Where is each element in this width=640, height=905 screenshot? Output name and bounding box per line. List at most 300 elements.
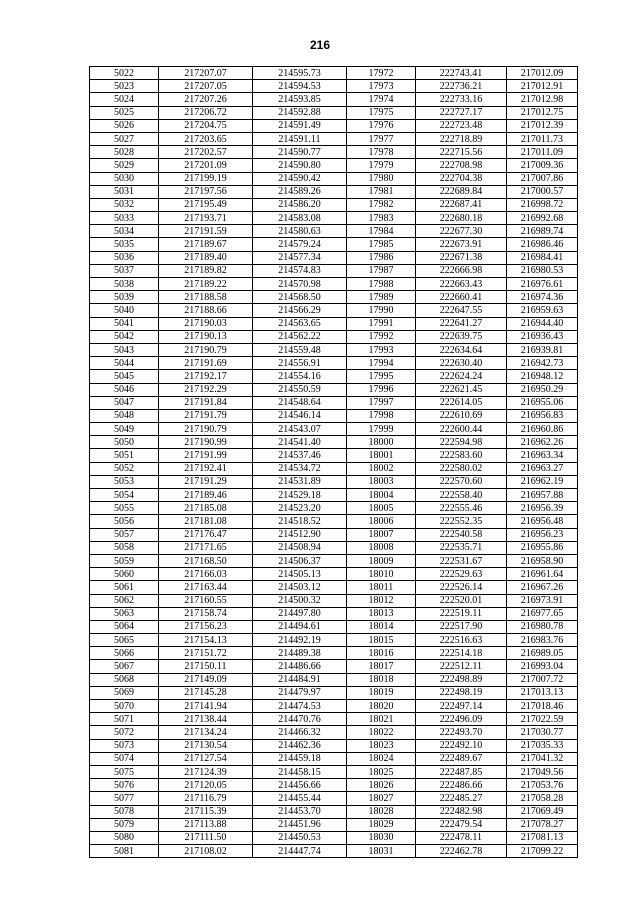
cell-y-coordinate-b: 216936.43 (507, 330, 578, 343)
cell-x-coordinate-b: 222540.58 (416, 528, 507, 541)
cell-x-coordinate-b: 222718.89 (416, 132, 507, 145)
cell-x-coordinate-b: 222570.60 (416, 475, 507, 488)
table-row (90, 383, 578, 396)
table-row (90, 212, 578, 225)
cell-y-coordinate-b: 217041.32 (507, 752, 578, 765)
cell-y-coordinate-b: 216992.68 (507, 212, 578, 225)
table-row (90, 225, 578, 238)
cell-point-number-a: 5066 (90, 647, 159, 660)
cell-y-coordinate-b: 216959.63 (507, 304, 578, 317)
cell-point-number-b: 17990 (347, 304, 416, 317)
cell-x-coordinate-b: 222723.48 (416, 119, 507, 132)
cell-y-coordinate-a: 214447.74 (253, 845, 347, 858)
table-row (90, 581, 578, 594)
table-row (90, 713, 578, 726)
table-row (90, 805, 578, 818)
cell-y-coordinate-b: 217012.91 (507, 80, 578, 93)
cell-y-coordinate-a: 214562.22 (253, 330, 347, 343)
cell-point-number-b: 17980 (347, 172, 416, 185)
cell-point-number-a: 5060 (90, 568, 159, 581)
cell-y-coordinate-b: 216973.91 (507, 594, 578, 607)
cell-point-number-a: 5042 (90, 330, 159, 343)
table-row (90, 779, 578, 792)
cell-point-number-b: 17983 (347, 212, 416, 225)
cell-point-number-a: 5036 (90, 251, 159, 264)
cell-x-coordinate-b: 222535.71 (416, 541, 507, 554)
cell-point-number-b: 17977 (347, 132, 416, 145)
cell-y-coordinate-a: 214586.20 (253, 198, 347, 211)
cell-point-number-a: 5041 (90, 317, 159, 330)
table-row (90, 673, 578, 686)
cell-y-coordinate-a: 214590.42 (253, 172, 347, 185)
cell-point-number-b: 18001 (347, 449, 416, 462)
table-row (90, 726, 578, 739)
table-row (90, 541, 578, 554)
cell-y-coordinate-b: 217012.09 (507, 67, 578, 80)
cell-point-number-a: 5033 (90, 212, 159, 225)
cell-x-coordinate-b: 222736.21 (416, 80, 507, 93)
cell-x-coordinate-b: 222517.90 (416, 620, 507, 633)
table-row (90, 146, 578, 159)
cell-x-coordinate-b: 222630.40 (416, 357, 507, 370)
cell-x-coordinate-b: 222610.69 (416, 409, 507, 422)
coordinates-table-body (90, 67, 578, 858)
cell-y-coordinate-b: 216957.88 (507, 489, 578, 502)
cell-x-coordinate-b: 222526.14 (416, 581, 507, 594)
cell-y-coordinate-b: 216962.26 (507, 436, 578, 449)
cell-x-coordinate-a: 217171.65 (159, 541, 253, 554)
cell-y-coordinate-b: 216989.74 (507, 225, 578, 238)
table-row (90, 528, 578, 541)
cell-y-coordinate-b: 216989.05 (507, 647, 578, 660)
cell-y-coordinate-b: 216986.46 (507, 238, 578, 251)
cell-x-coordinate-a: 217158.74 (159, 607, 253, 620)
cell-x-coordinate-a: 217197.56 (159, 185, 253, 198)
cell-point-number-a: 5031 (90, 185, 159, 198)
table-row (90, 119, 578, 132)
cell-x-coordinate-b: 222580.02 (416, 462, 507, 475)
cell-point-number-b: 18000 (347, 436, 416, 449)
table-row (90, 106, 578, 119)
cell-point-number-b: 18019 (347, 686, 416, 699)
cell-x-coordinate-a: 217204.75 (159, 119, 253, 132)
cell-point-number-b: 18008 (347, 541, 416, 554)
cell-point-number-b: 18009 (347, 554, 416, 567)
coordinates-table (89, 66, 578, 858)
cell-y-coordinate-a: 214459.18 (253, 752, 347, 765)
cell-y-coordinate-b: 216998.72 (507, 198, 578, 211)
cell-x-coordinate-a: 217192.29 (159, 383, 253, 396)
cell-y-coordinate-a: 214577.34 (253, 251, 347, 264)
cell-x-coordinate-a: 217190.03 (159, 317, 253, 330)
cell-point-number-a: 5077 (90, 792, 159, 805)
cell-x-coordinate-a: 217190.13 (159, 330, 253, 343)
cell-x-coordinate-b: 222531.67 (416, 554, 507, 567)
cell-y-coordinate-b: 217011.73 (507, 132, 578, 145)
cell-x-coordinate-b: 222583.60 (416, 449, 507, 462)
cell-point-number-b: 17992 (347, 330, 416, 343)
cell-y-coordinate-b: 216950.29 (507, 383, 578, 396)
cell-x-coordinate-a: 217191.29 (159, 475, 253, 488)
cell-x-coordinate-a: 217150.11 (159, 660, 253, 673)
cell-y-coordinate-b: 217081.13 (507, 831, 578, 844)
cell-y-coordinate-a: 214470.76 (253, 713, 347, 726)
table-row (90, 462, 578, 475)
cell-point-number-a: 5048 (90, 409, 159, 422)
cell-y-coordinate-a: 214548.64 (253, 396, 347, 409)
cell-point-number-a: 5080 (90, 831, 159, 844)
cell-y-coordinate-a: 214591.11 (253, 132, 347, 145)
cell-x-coordinate-a: 217166.03 (159, 568, 253, 581)
cell-point-number-b: 17998 (347, 409, 416, 422)
cell-y-coordinate-a: 214554.16 (253, 370, 347, 383)
cell-y-coordinate-b: 217007.86 (507, 172, 578, 185)
cell-point-number-a: 5072 (90, 726, 159, 739)
cell-y-coordinate-b: 217012.75 (507, 106, 578, 119)
cell-point-number-a: 5062 (90, 594, 159, 607)
cell-x-coordinate-b: 222485.27 (416, 792, 507, 805)
cell-y-coordinate-a: 214591.49 (253, 119, 347, 132)
table-row (90, 607, 578, 620)
cell-point-number-b: 17975 (347, 106, 416, 119)
cell-y-coordinate-a: 214574.83 (253, 264, 347, 277)
cell-point-number-b: 18004 (347, 489, 416, 502)
cell-point-number-b: 17978 (347, 146, 416, 159)
table-row (90, 132, 578, 145)
cell-point-number-b: 18015 (347, 634, 416, 647)
cell-point-number-a: 5064 (90, 620, 159, 633)
cell-y-coordinate-b: 217013.13 (507, 686, 578, 699)
cell-x-coordinate-a: 217113.88 (159, 818, 253, 831)
cell-y-coordinate-a: 214486.66 (253, 660, 347, 673)
cell-point-number-a: 5044 (90, 357, 159, 370)
cell-y-coordinate-a: 214563.65 (253, 317, 347, 330)
cell-y-coordinate-b: 216962.19 (507, 475, 578, 488)
cell-point-number-a: 5029 (90, 159, 159, 172)
cell-y-coordinate-b: 217069.49 (507, 805, 578, 818)
cell-x-coordinate-b: 222529.63 (416, 568, 507, 581)
table-row (90, 330, 578, 343)
cell-y-coordinate-a: 214592.88 (253, 106, 347, 119)
cell-y-coordinate-b: 216939.81 (507, 343, 578, 356)
table-row (90, 304, 578, 317)
cell-y-coordinate-a: 214543.07 (253, 423, 347, 436)
cell-y-coordinate-b: 216980.53 (507, 264, 578, 277)
cell-point-number-a: 5046 (90, 383, 159, 396)
table-row (90, 198, 578, 211)
cell-y-coordinate-b: 217030.77 (507, 726, 578, 739)
table-row (90, 343, 578, 356)
table-row (90, 238, 578, 251)
cell-point-number-b: 17997 (347, 396, 416, 409)
cell-y-coordinate-a: 214580.63 (253, 225, 347, 238)
cell-point-number-b: 18024 (347, 752, 416, 765)
cell-x-coordinate-a: 217189.67 (159, 238, 253, 251)
table-row (90, 278, 578, 291)
cell-x-coordinate-a: 217206.72 (159, 106, 253, 119)
table-row (90, 449, 578, 462)
cell-point-number-b: 17974 (347, 93, 416, 106)
table-row (90, 568, 578, 581)
cell-y-coordinate-a: 214508.94 (253, 541, 347, 554)
table-row (90, 489, 578, 502)
cell-x-coordinate-a: 217188.58 (159, 291, 253, 304)
table-row (90, 67, 578, 80)
cell-y-coordinate-a: 214537.46 (253, 449, 347, 462)
cell-x-coordinate-a: 217190.79 (159, 343, 253, 356)
cell-y-coordinate-b: 216958.90 (507, 554, 578, 567)
table-row (90, 660, 578, 673)
cell-point-number-a: 5055 (90, 502, 159, 515)
cell-y-coordinate-a: 214494.61 (253, 620, 347, 633)
cell-x-coordinate-b: 222486.66 (416, 779, 507, 792)
cell-y-coordinate-b: 217078.27 (507, 818, 578, 831)
cell-point-number-a: 5074 (90, 752, 159, 765)
cell-point-number-b: 17993 (347, 343, 416, 356)
cell-x-coordinate-a: 217207.07 (159, 67, 253, 80)
cell-x-coordinate-b: 222666.98 (416, 264, 507, 277)
cell-y-coordinate-a: 214453.70 (253, 805, 347, 818)
cell-y-coordinate-a: 214462.36 (253, 739, 347, 752)
cell-x-coordinate-b: 222514.18 (416, 647, 507, 660)
cell-x-coordinate-a: 217191.84 (159, 396, 253, 409)
table-row (90, 818, 578, 831)
table-row (90, 594, 578, 607)
cell-point-number-b: 18007 (347, 528, 416, 541)
cell-point-number-a: 5050 (90, 436, 159, 449)
cell-point-number-a: 5065 (90, 634, 159, 647)
table-row (90, 765, 578, 778)
cell-y-coordinate-a: 214479.97 (253, 686, 347, 699)
cell-x-coordinate-b: 222489.67 (416, 752, 507, 765)
cell-x-coordinate-b: 222600.44 (416, 423, 507, 436)
cell-y-coordinate-a: 214579.24 (253, 238, 347, 251)
cell-x-coordinate-a: 217189.22 (159, 278, 253, 291)
cell-y-coordinate-b: 216983.76 (507, 634, 578, 647)
cell-x-coordinate-b: 222733.16 (416, 93, 507, 106)
cell-y-coordinate-a: 214489.38 (253, 647, 347, 660)
table-row (90, 357, 578, 370)
cell-y-coordinate-a: 214455.44 (253, 792, 347, 805)
cell-point-number-b: 18029 (347, 818, 416, 831)
cell-y-coordinate-a: 214505.13 (253, 568, 347, 581)
cell-x-coordinate-a: 217115.39 (159, 805, 253, 818)
table-row (90, 396, 578, 409)
cell-y-coordinate-b: 216960.86 (507, 423, 578, 436)
cell-point-number-a: 5027 (90, 132, 159, 145)
cell-y-coordinate-a: 214451.96 (253, 818, 347, 831)
cell-point-number-b: 18027 (347, 792, 416, 805)
cell-point-number-b: 18006 (347, 515, 416, 528)
cell-y-coordinate-a: 214523.20 (253, 502, 347, 515)
table-row (90, 159, 578, 172)
cell-x-coordinate-b: 222727.17 (416, 106, 507, 119)
cell-y-coordinate-b: 216956.83 (507, 409, 578, 422)
cell-point-number-b: 17995 (347, 370, 416, 383)
cell-x-coordinate-a: 217191.79 (159, 409, 253, 422)
cell-x-coordinate-a: 217124.39 (159, 765, 253, 778)
cell-y-coordinate-a: 214541.40 (253, 436, 347, 449)
cell-point-number-a: 5045 (90, 370, 159, 383)
cell-point-number-b: 17996 (347, 383, 416, 396)
cell-x-coordinate-a: 217201.09 (159, 159, 253, 172)
cell-point-number-b: 17972 (347, 67, 416, 80)
cell-x-coordinate-b: 222634.64 (416, 343, 507, 356)
cell-x-coordinate-b: 222660.41 (416, 291, 507, 304)
cell-point-number-b: 17984 (347, 225, 416, 238)
cell-x-coordinate-b: 222614.05 (416, 396, 507, 409)
cell-y-coordinate-b: 217012.98 (507, 93, 578, 106)
cell-y-coordinate-a: 214583.08 (253, 212, 347, 225)
cell-x-coordinate-a: 217156.23 (159, 620, 253, 633)
cell-point-number-b: 18010 (347, 568, 416, 581)
cell-x-coordinate-a: 217130.54 (159, 739, 253, 752)
cell-y-coordinate-b: 217053.76 (507, 779, 578, 792)
cell-point-number-a: 5040 (90, 304, 159, 317)
cell-y-coordinate-b: 216961.64 (507, 568, 578, 581)
cell-point-number-b: 18005 (347, 502, 416, 515)
cell-x-coordinate-a: 217138.44 (159, 713, 253, 726)
cell-y-coordinate-a: 214593.85 (253, 93, 347, 106)
cell-point-number-b: 17973 (347, 80, 416, 93)
cell-point-number-a: 5049 (90, 423, 159, 436)
cell-y-coordinate-b: 216955.06 (507, 396, 578, 409)
cell-x-coordinate-a: 217203.65 (159, 132, 253, 145)
table-row (90, 475, 578, 488)
table-row (90, 172, 578, 185)
cell-point-number-a: 5068 (90, 673, 159, 686)
cell-x-coordinate-a: 217190.99 (159, 436, 253, 449)
cell-x-coordinate-b: 222558.40 (416, 489, 507, 502)
table-row (90, 80, 578, 93)
table-row (90, 370, 578, 383)
cell-point-number-b: 18012 (347, 594, 416, 607)
cell-y-coordinate-b: 217018.46 (507, 700, 578, 713)
cell-point-number-b: 18013 (347, 607, 416, 620)
page-number: 216 (309, 38, 331, 52)
cell-x-coordinate-a: 217127.54 (159, 752, 253, 765)
cell-point-number-a: 5078 (90, 805, 159, 818)
cell-x-coordinate-b: 222555.46 (416, 502, 507, 515)
cell-y-coordinate-b: 216942.73 (507, 357, 578, 370)
cell-x-coordinate-b: 222673.91 (416, 238, 507, 251)
cell-y-coordinate-b: 216984.41 (507, 251, 578, 264)
cell-point-number-b: 18030 (347, 831, 416, 844)
cell-x-coordinate-b: 222498.19 (416, 686, 507, 699)
cell-x-coordinate-a: 217149.09 (159, 673, 253, 686)
cell-x-coordinate-a: 217191.59 (159, 225, 253, 238)
table-row (90, 739, 578, 752)
cell-y-coordinate-b: 217000.57 (507, 185, 578, 198)
table-row (90, 423, 578, 436)
cell-x-coordinate-b: 222462.78 (416, 845, 507, 858)
cell-y-coordinate-a: 214512.90 (253, 528, 347, 541)
cell-point-number-b: 18014 (347, 620, 416, 633)
cell-point-number-b: 18011 (347, 581, 416, 594)
cell-x-coordinate-a: 217160.55 (159, 594, 253, 607)
cell-x-coordinate-a: 217189.46 (159, 489, 253, 502)
table-row (90, 409, 578, 422)
table-row (90, 831, 578, 844)
cell-x-coordinate-a: 217202.57 (159, 146, 253, 159)
cell-point-number-a: 5075 (90, 765, 159, 778)
cell-point-number-b: 18017 (347, 660, 416, 673)
cell-point-number-b: 17979 (347, 159, 416, 172)
cell-y-coordinate-b: 216944.40 (507, 317, 578, 330)
cell-y-coordinate-a: 214589.26 (253, 185, 347, 198)
cell-x-coordinate-b: 222639.75 (416, 330, 507, 343)
table-row (90, 792, 578, 805)
cell-y-coordinate-a: 214568.50 (253, 291, 347, 304)
cell-point-number-a: 5071 (90, 713, 159, 726)
table-row (90, 620, 578, 633)
cell-point-number-a: 5028 (90, 146, 159, 159)
cell-x-coordinate-a: 217134.24 (159, 726, 253, 739)
table-row (90, 502, 578, 515)
cell-point-number-a: 5038 (90, 278, 159, 291)
cell-point-number-a: 5025 (90, 106, 159, 119)
cell-x-coordinate-b: 222715.56 (416, 146, 507, 159)
cell-y-coordinate-a: 214590.80 (253, 159, 347, 172)
cell-y-coordinate-b: 216977.65 (507, 607, 578, 620)
table-row (90, 686, 578, 699)
cell-y-coordinate-b: 217007.72 (507, 673, 578, 686)
cell-point-number-a: 5030 (90, 172, 159, 185)
cell-y-coordinate-a: 214556.91 (253, 357, 347, 370)
cell-y-coordinate-a: 214566.29 (253, 304, 347, 317)
cell-y-coordinate-a: 214506.37 (253, 554, 347, 567)
cell-x-coordinate-a: 217191.69 (159, 357, 253, 370)
cell-x-coordinate-b: 222624.24 (416, 370, 507, 383)
cell-y-coordinate-a: 214546.14 (253, 409, 347, 422)
cell-point-number-a: 5057 (90, 528, 159, 541)
cell-y-coordinate-b: 217099.22 (507, 845, 578, 858)
cell-point-number-a: 5073 (90, 739, 159, 752)
cell-y-coordinate-a: 214456.66 (253, 779, 347, 792)
cell-point-number-b: 17985 (347, 238, 416, 251)
cell-y-coordinate-a: 214466.32 (253, 726, 347, 739)
cell-x-coordinate-b: 222680.18 (416, 212, 507, 225)
cell-x-coordinate-b: 222493.70 (416, 726, 507, 739)
cell-point-number-a: 5039 (90, 291, 159, 304)
table-row (90, 436, 578, 449)
cell-x-coordinate-a: 217145.28 (159, 686, 253, 699)
cell-point-number-b: 18022 (347, 726, 416, 739)
cell-x-coordinate-a: 217207.26 (159, 93, 253, 106)
cell-point-number-b: 18002 (347, 462, 416, 475)
cell-y-coordinate-a: 214492.19 (253, 634, 347, 647)
cell-point-number-a: 5076 (90, 779, 159, 792)
cell-x-coordinate-b: 222708.98 (416, 159, 507, 172)
cell-y-coordinate-a: 214500.32 (253, 594, 347, 607)
cell-x-coordinate-a: 217111.50 (159, 831, 253, 844)
cell-x-coordinate-a: 217141.94 (159, 700, 253, 713)
cell-point-number-b: 18020 (347, 700, 416, 713)
cell-point-number-b: 17989 (347, 291, 416, 304)
cell-x-coordinate-a: 217207.05 (159, 80, 253, 93)
cell-point-number-a: 5047 (90, 396, 159, 409)
cell-point-number-b: 18025 (347, 765, 416, 778)
cell-point-number-b: 18016 (347, 647, 416, 660)
table-row (90, 554, 578, 567)
cell-point-number-b: 18026 (347, 779, 416, 792)
cell-x-coordinate-b: 222497.14 (416, 700, 507, 713)
cell-y-coordinate-b: 217049.56 (507, 765, 578, 778)
cell-y-coordinate-b: 216956.48 (507, 515, 578, 528)
cell-point-number-b: 17976 (347, 119, 416, 132)
cell-point-number-a: 5037 (90, 264, 159, 277)
table-row (90, 291, 578, 304)
